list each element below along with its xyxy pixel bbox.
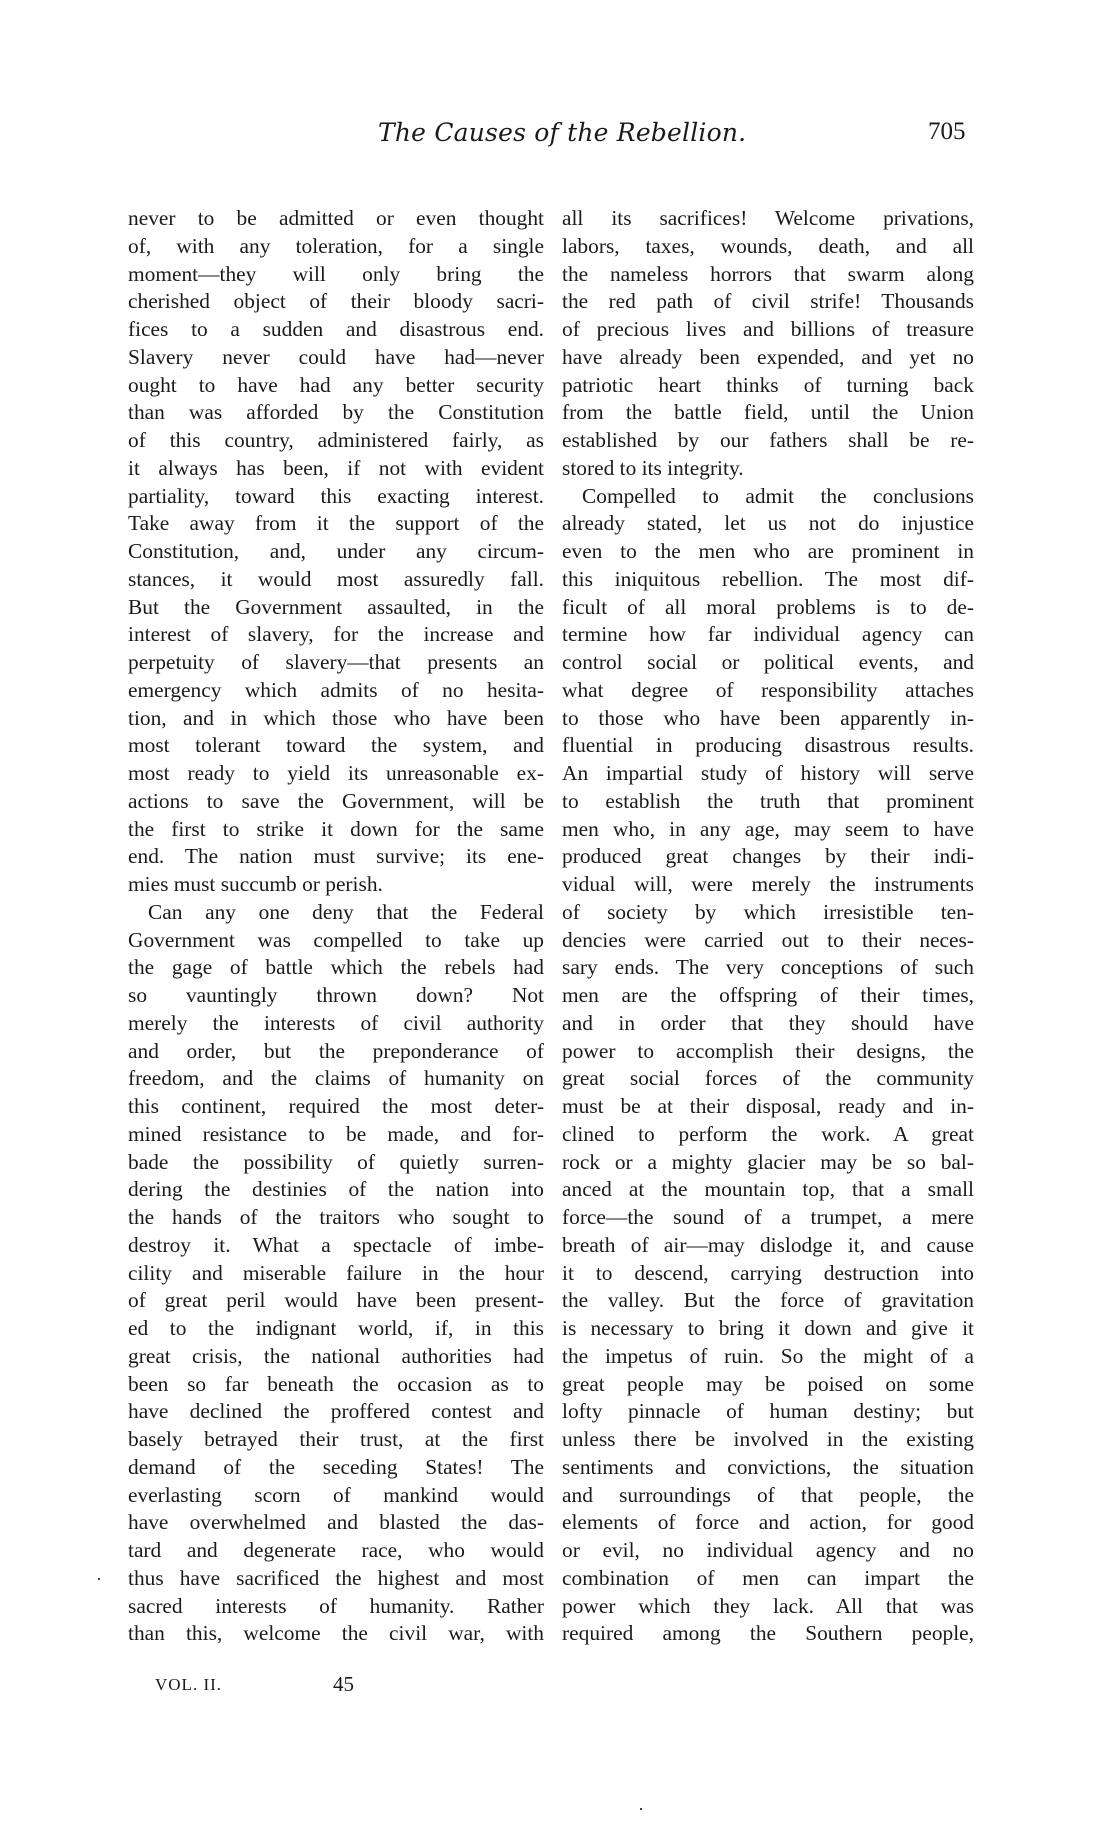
text-line: anced at the mountain top, that a small [562, 1177, 974, 1202]
text-line: But the Government assaulted, in the [128, 594, 544, 619]
text-line: rock or a mighty glacier may be so bal- [562, 1149, 974, 1174]
text-line: merely the interests of civil authority [128, 1010, 544, 1035]
text-line: and surroundings of that people, the [562, 1482, 974, 1507]
text-line: most ready to yield its unreasonable ex- [128, 761, 544, 785]
text-line: fices to a sudden and disastrous end. [128, 317, 544, 341]
text-line: stances, it would most assuredly fall. [128, 566, 544, 591]
text-line: actions to save the Government, will be [128, 788, 544, 813]
text-line: the first to strike it down for the same [128, 816, 544, 841]
text-line: lofty pinnacle of human destiny; but [562, 1399, 974, 1424]
text-line: and order, but the preponderance of [128, 1038, 544, 1063]
text-line: dencies were carried out to their neces- [562, 927, 974, 952]
running-header [0, 118, 1120, 158]
text-line: to establish the truth that prominent [562, 788, 974, 813]
text-line: been so far beneath the occasion as to [128, 1371, 544, 1396]
text-line: fluential in producing disastrous results. [562, 733, 974, 758]
text-line: partiality, toward this exacting interest. [128, 483, 544, 508]
text-line: have already been expended, and yet no [562, 344, 974, 369]
text-line: to those who have been apparently in- [562, 705, 974, 730]
text-line: the nameless horrors that swarm along [562, 261, 974, 286]
text-line: Government was compelled to take up [128, 927, 544, 952]
text-line: of precious lives and billions of treasure [562, 317, 974, 341]
text-line: than this, welcome the civil war, with [128, 1621, 544, 1646]
text-line: men who, in any age, may seem to have [562, 816, 974, 841]
text-line: have declined the proffered contest and [128, 1399, 544, 1424]
text-line: sary ends. The very conceptions of such [562, 955, 974, 980]
text-line: unless there be involved in the existing [562, 1427, 974, 1451]
text-line: of, with any toleration, for a single [128, 233, 544, 258]
text-line: cherished object of their bloody sacri- [128, 289, 544, 314]
text-line: great crisis, the national authorities had [128, 1343, 544, 1368]
text-line: this continent, required the most deter- [128, 1094, 544, 1118]
text-line: thus have sacrificed the highest and most [128, 1565, 544, 1590]
text-line: great social forces of the community [562, 1066, 974, 1091]
text-line: even to the men who are prominent in [562, 539, 974, 563]
text-line: it to descend, carrying destruction into [562, 1260, 974, 1285]
text-line: basely betrayed their trust, at the first [128, 1427, 544, 1451]
left-column [128, 205, 544, 1648]
text-line: all its sacrifices! Welcome privations, [562, 206, 974, 230]
text-line: the hands of the traitors who sought to [128, 1205, 544, 1229]
volume-signature: VOL. II. [155, 1675, 223, 1694]
text-line: ficult of all moral problems is to de- [562, 594, 974, 619]
text-line: the gage of battle which the rebels had [128, 955, 544, 980]
text-line: required among the Southern people, [562, 1621, 974, 1646]
text-line: the valley. But the force of gravitation [562, 1288, 974, 1313]
text-line: patriotic heart thinks of turning back [562, 372, 974, 397]
page-number: 705 [928, 118, 966, 145]
page-footer [0, 1672, 1120, 1705]
text-line: mies must succumb or perish. [128, 872, 383, 896]
text-line: stored to its integrity. [562, 455, 744, 480]
text-line: sentiments and convictions, the situation [562, 1454, 974, 1479]
text-line: moment—they will only bring the [128, 261, 544, 286]
text-line: cility and miserable failure in the hour [128, 1260, 544, 1285]
text-line: is necessary to bring it down and give it [562, 1316, 974, 1340]
text-line: Compelled to admit the conclusions [582, 483, 974, 508]
text-line: bade the possibility of quietly surren- [128, 1149, 544, 1174]
text-line: elements of force and action, for good [562, 1510, 974, 1535]
text-line: ought to have had any better security [128, 372, 544, 397]
print-speck [640, 1808, 642, 1810]
text-line: most tolerant toward the system, and [128, 733, 544, 758]
text-line: Can any one deny that the Federal [148, 899, 544, 924]
text-line: and in order that they should have [562, 1010, 974, 1035]
text-line: from the battle field, until the Union [562, 400, 974, 425]
print-speck [98, 1578, 100, 1580]
text-line: Take away from it the support of the [128, 511, 544, 536]
text-line: so vauntingly thrown down? Not [128, 983, 544, 1007]
text-line: freedom, and the claims of humanity on [128, 1066, 544, 1091]
text-line: have overwhelmed and blasted the das- [128, 1510, 544, 1535]
text-line: demand of the seceding States! The [128, 1454, 544, 1479]
text-line: dering the destinies of the nation into [128, 1177, 544, 1202]
text-line: mined resistance to be made, and for- [128, 1121, 544, 1146]
text-line: of great peril would have been present- [128, 1288, 544, 1313]
text-line: Slavery never could have had—never [128, 344, 544, 369]
text-line: must be at their disposal, ready and in- [562, 1094, 974, 1118]
text-line: everlasting scorn of mankind would [128, 1482, 544, 1507]
text-line: already stated, let us not do injustice [562, 511, 974, 536]
running-title: The Causes of the Rebellion. [378, 118, 747, 147]
text-line: combination of men can impart the [562, 1565, 974, 1590]
text-line: ed to the indignant world, if, in this [128, 1316, 544, 1340]
text-line: destroy it. What a spectacle of imbe- [128, 1232, 544, 1257]
text-line: tion, and in which those who have been [128, 705, 544, 730]
text-line: vidual will, were merely the instruments [562, 872, 974, 896]
text-line: emergency which admits of no hesita- [128, 677, 544, 702]
text-line: termine how far individual agency can [562, 622, 974, 647]
text-line: this iniquitous rebellion. The most dif- [562, 566, 974, 591]
text-line: sacred interests of humanity. Rather [128, 1593, 544, 1618]
text-line: what degree of responsibility attaches [562, 677, 974, 702]
text-line: force—the sound of a trumpet, a mere [562, 1205, 974, 1229]
text-line: it always has been, if not with evident [128, 455, 544, 480]
text-line: established by our fathers shall be re- [562, 428, 974, 452]
text-line: great people may be poised on some [562, 1371, 974, 1396]
right-column [562, 205, 974, 1648]
text-line: men are the offspring of their times, [562, 983, 974, 1007]
text-line: never to be admitted or even thought [128, 206, 544, 230]
text-line: or evil, no individual agency and no [562, 1538, 974, 1562]
text-line: labors, taxes, wounds, death, and all [562, 233, 974, 258]
text-line: perpetuity of slavery—that presents an [128, 650, 544, 674]
text-line: An impartial study of history will serve [562, 761, 974, 785]
text-line: power which they lack. All that was [562, 1593, 974, 1618]
text-line: control social or political events, and [562, 650, 974, 674]
text-line: end. The nation must survive; its ene- [128, 844, 544, 869]
text-line: produced great changes by their indi- [562, 844, 974, 869]
text-line: of society by which irresistible ten- [562, 899, 974, 924]
text-line: Constitution, and, under any circum- [128, 539, 544, 563]
text-line: than was afforded by the Constitution [128, 400, 544, 425]
signature-mark: 45 [333, 1672, 354, 1696]
text-line: of this country, administered fairly, as [128, 428, 544, 452]
text-line: interest of slavery, for the increase and [128, 622, 544, 647]
text-line: the impetus of ruin. So the might of a [562, 1343, 974, 1368]
text-line: tard and degenerate race, who would [128, 1538, 544, 1562]
text-line: breath of air—may dislodge it, and cause [562, 1232, 974, 1257]
text-line: clined to perform the work. A great [562, 1121, 974, 1146]
text-line: power to accomplish their designs, the [562, 1038, 974, 1063]
text-line: the red path of civil strife! Thousands [562, 289, 974, 314]
